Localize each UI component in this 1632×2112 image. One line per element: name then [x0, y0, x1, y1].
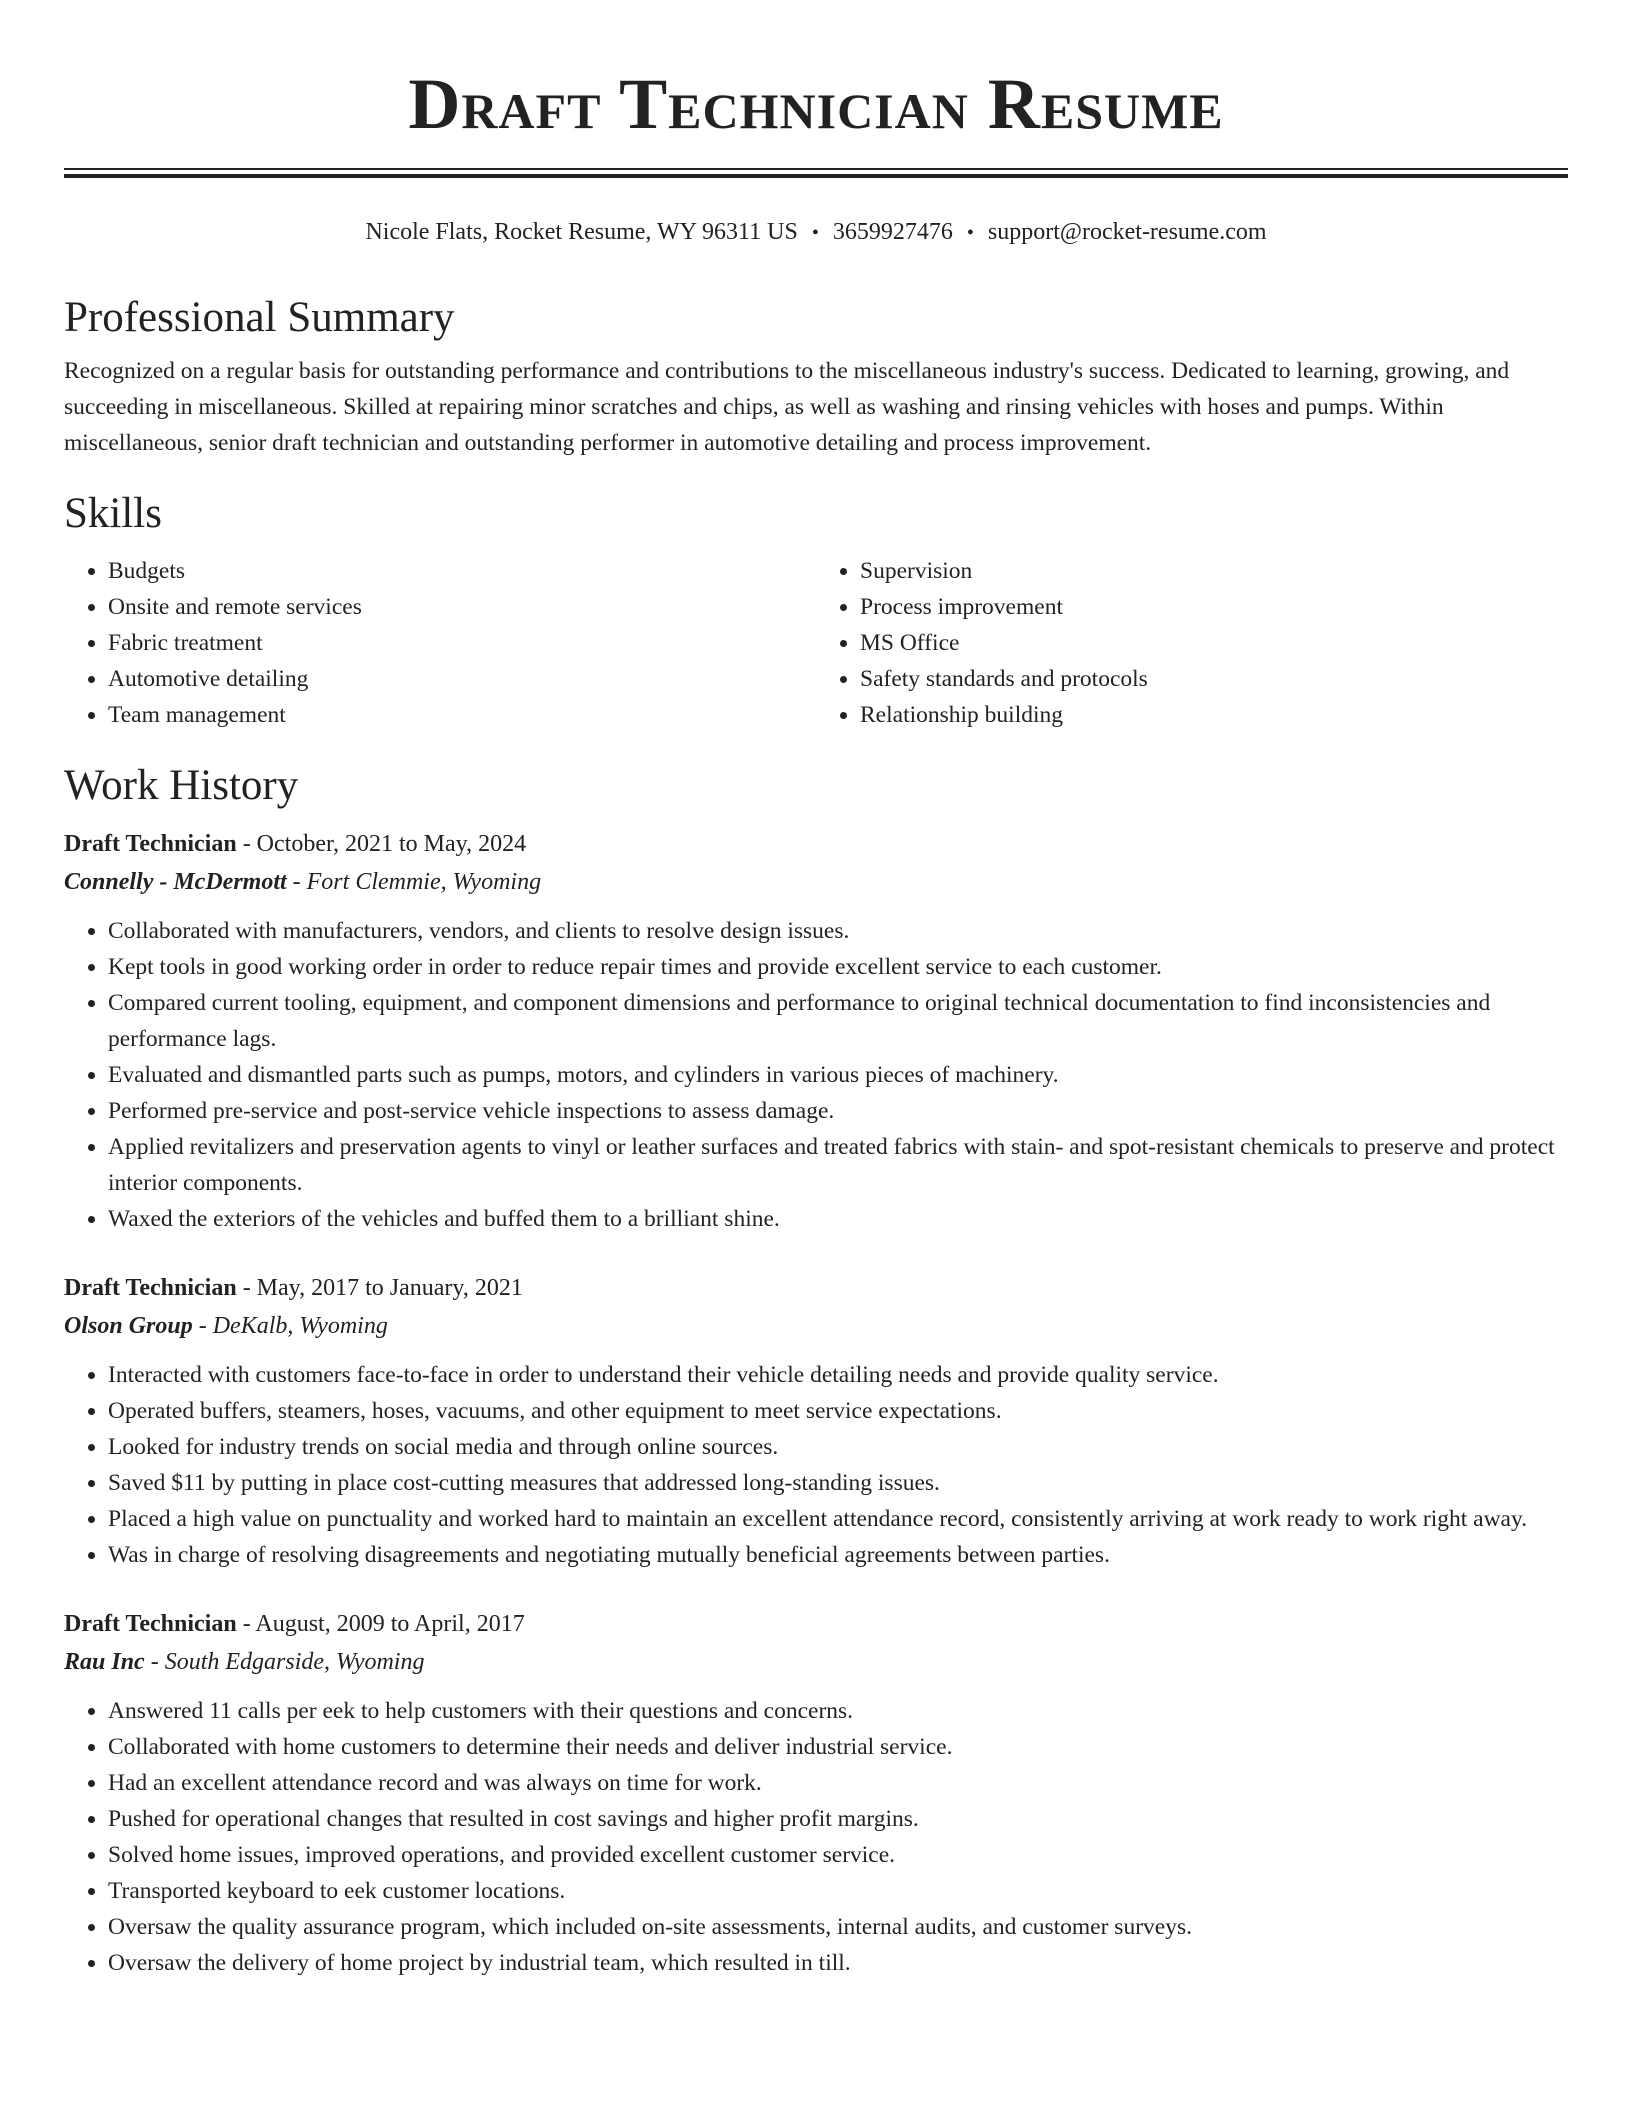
job-header: [64, 1605, 1568, 1643]
skill-item: • Supervision: [860, 553, 1568, 589]
skill-item: • Automotive detailing: [108, 661, 816, 697]
job-bullet: • Interacted with customers face-to-face in order to understand their vehicle detailing needs and provide quality service.: [108, 1357, 1568, 1393]
contact-separator: •: [811, 222, 819, 244]
job-company: Olson Group: [64, 1313, 193, 1339]
job-dates: - October, 2021 to May, 2024: [236, 831, 527, 857]
job-role: Draft Technician: [64, 831, 237, 857]
job-bullet: • Compared current tooling, equipment, and component dimensions and performance to original technical documentation to find inconsistencies and performance lags.: [108, 985, 1568, 1057]
job-bullet: • Was in charge of resolving disagreements and negotiating mutually beneficial agreements between parties.: [108, 1537, 1568, 1573]
job-bullet: • Saved $11 by putting in place cost-cutting measures that addressed long-standing issues.: [108, 1465, 1568, 1501]
job-bullet: • Looked for industry trends on social media and through online sources.: [108, 1429, 1568, 1465]
job-employer: [64, 1307, 1568, 1345]
work-history-heading: Work History: [64, 762, 299, 809]
job-entry: [64, 1269, 1568, 1573]
job-bullet: • Collaborated with manufacturers, vendors, and clients to resolve design issues.: [108, 913, 1568, 949]
job-bullet: • Placed a high value on punctuality and worked hard to maintain an excellent attendance record, consistently arriving at work ready to work right away.: [108, 1501, 1568, 1537]
job-location: - DeKalb, Wyoming: [192, 1313, 388, 1339]
job-role: Draft Technician: [64, 1611, 237, 1637]
skills-list-left: [64, 553, 816, 733]
job-bullet: • Operated buffers, steamers, hoses, vacuums, and other equipment to meet service expectations.: [108, 1393, 1568, 1429]
job-employer: [64, 1643, 1568, 1681]
job-bullet: • Solved home issues, improved operations, and provided excellent customer service.: [108, 1837, 1568, 1873]
job-location: - South Edgarside, Wyoming: [144, 1649, 425, 1675]
job-entry: [64, 1605, 1568, 1981]
skills-list-right: [816, 553, 1568, 733]
skill-item: • Budgets: [108, 553, 816, 589]
contact-separator: •: [966, 222, 974, 244]
job-bullet: • Kept tools in good working order in order to reduce repair times and provide excellent service to each customer.: [108, 949, 1568, 985]
job-employer: [64, 863, 1568, 901]
job-header: [64, 825, 1568, 863]
skill-item: • MS Office: [860, 625, 1568, 661]
contact-address: Nicole Flats, Rocket Resume, WY 96311 US: [365, 219, 798, 245]
job-bullet: • Evaluated and dismantled parts such as pumps, motors, and cylinders in various pieces of machinery.: [108, 1057, 1568, 1093]
summary-heading: Professional Summary: [64, 294, 455, 341]
contact-email: support@rocket-resume.com: [987, 219, 1267, 245]
job-bullet: • Had an excellent attendance record and was always on time for work.: [108, 1765, 1568, 1801]
job-bullet: • Applied revitalizers and preservation agents to vinyl or leather surfaces and treated fabrics with stain- and spot-resistant chemicals to preserve and protect interior components.: [108, 1129, 1568, 1201]
job-header: [64, 1269, 1568, 1307]
skill-item: • Onsite and remote services: [108, 589, 816, 625]
job-bullet: • Collaborated with home customers to determine their needs and deliver industrial service.: [108, 1729, 1568, 1765]
skill-item: • Fabric treatment: [108, 625, 816, 661]
job-bullets: [64, 1357, 1568, 1573]
job-bullet: • Waxed the exteriors of the vehicles and buffed them to a brilliant shine.: [108, 1201, 1568, 1237]
skill-item: • Relationship building: [860, 697, 1568, 733]
summary-text: Recognized on a regular basis for outstanding performance and contributions to the miscellaneous industry's success. Dedicated to learning, growing, and succeeding in miscellaneous. Skilled at repairing minor scratches and chips, as well as washing and rinsing vehicles with hoses and pumps. Within miscellaneous, senior draft technician and outstanding performer in automotive detailing and process improvement.: [64, 358, 1510, 456]
skills-heading: Skills: [64, 490, 162, 537]
skill-item: • Safety standards and protocols: [860, 661, 1568, 697]
job-dates: - May, 2017 to January, 2021: [236, 1275, 523, 1301]
job-entry: [64, 825, 1568, 1237]
title-divider: [64, 168, 1568, 178]
skills-columns: [64, 553, 1568, 733]
job-bullet: • Answered 11 calls per eek to help customers with their questions and concerns.: [108, 1693, 1568, 1729]
resume-title: Draft Technician Resume: [408, 64, 1224, 144]
job-dates: - August, 2009 to April, 2017: [236, 1611, 525, 1637]
job-bullet: • Oversaw the delivery of home project by industrial team, which resulted in till.: [108, 1945, 1568, 1981]
job-bullets: [64, 913, 1568, 1237]
skill-item: • Team management: [108, 697, 816, 733]
job-bullet: • Transported keyboard to eek customer locations.: [108, 1873, 1568, 1909]
skill-item: • Process improvement: [860, 589, 1568, 625]
job-company: Connelly - McDermott: [64, 869, 287, 895]
job-bullet: • Oversaw the quality assurance program, which included on-site assessments, internal audits, and customer surveys.: [108, 1909, 1568, 1945]
job-bullet: • Performed pre-service and post-service vehicle inspections to assess damage.: [108, 1093, 1568, 1129]
job-location: - Fort Clemmie, Wyoming: [286, 869, 542, 895]
job-company: Rau Inc: [64, 1649, 145, 1675]
job-bullets: [64, 1693, 1568, 1981]
contact-phone: 3659927476: [832, 219, 953, 245]
job-role: Draft Technician: [64, 1275, 237, 1301]
job-bullet: • Pushed for operational changes that resulted in cost savings and higher profit margins.: [108, 1801, 1568, 1837]
contact-line: [64, 216, 1568, 249]
